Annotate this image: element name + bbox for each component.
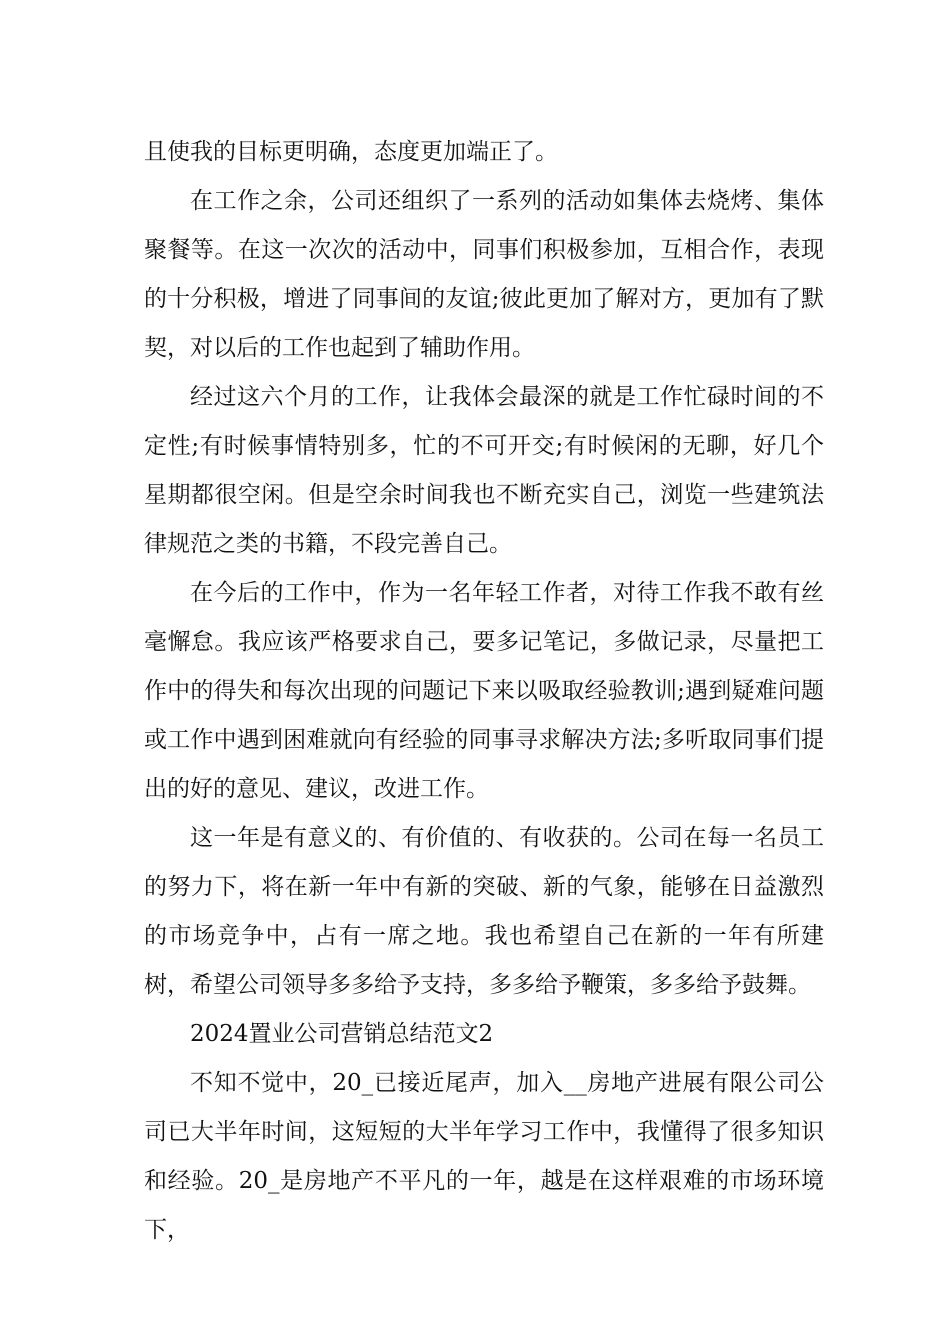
paragraph: 在今后的工作中，作为一名年轻工作者，对待工作我不敢有丝毫懈怠。我应该严格要求自己，要多记笔记，多做记录，尽量把工作中的得失和每次出现的问题记下来以吸取经验教训;遇到疑难问题或工作中遇到困难就向有经验的同事寻求解决方法;多听取同事们提出的好的意见、建议，改进工作。 — [144, 580, 824, 802]
paragraph: 在工作之余，公司还组织了一系列的活动如集体去烧烤、集体聚餐等。在这一次次的活动中，同事们积极参加，互相合作，表现的十分积极，增进了同事间的友谊;彼此更加了解对方，更加有了默契，对以后的工作也起到了辅助作用。 — [144, 188, 824, 361]
paragraph: 且使我的目标更明确，态度更加端正了。 — [144, 139, 558, 165]
paragraph: 不知不觉中，20_已接近尾声，加入__房地产进展有限公司公司已大半年时间，这短短的大半年学习工作中，我懂得了很多知识和经验。20_是房地产不平凡的一年，越是在这样艰难的市场环境下， — [144, 1070, 824, 1243]
section-title: 2024置业公司营销总结范文2 — [190, 1021, 494, 1047]
document-body — [144, 128, 824, 1255]
paragraph: 这一年是有意义的、有价值的、有收获的。公司在每一名员工的努力下，将在新一年中有新的突破、新的气象，能够在日益激烈的市场竞争中，占有一席之地。我也希望自己在新的一年有所建树，希望公司领导多多给予支持，多多给予鞭策，多多给予鼓舞。 — [144, 825, 824, 998]
paragraph: 经过这六个月的工作，让我体会最深的就是工作忙碌时间的不定性;有时候事情特别多，忙的不可开交;有时候闲的无聊，好几个星期都很空闲。但是空余时间我也不断充实自己，浏览一些建筑法律规范之类的书籍，不段完善自己。 — [144, 384, 824, 557]
